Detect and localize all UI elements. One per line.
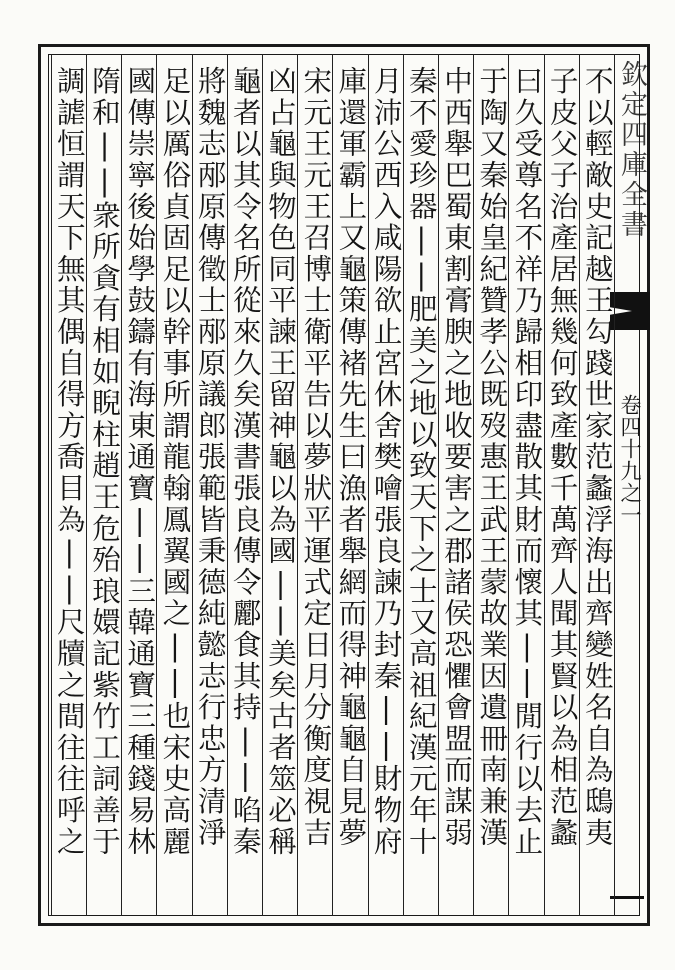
text-column: 龜者以其令名所從來久矣漢書張良傳令酈食其持||啗秦 — [228, 66, 262, 858]
text-column: 庫還軍霸上又龜策傳褚先生曰漁者舉網而得神龜龜自見夢 — [334, 66, 368, 849]
juan-number: 卷四十九之一 — [618, 394, 642, 526]
text-column: 調謔恒謂天下無其偶自得方喬目為||尺牘之間往往呼之 — [52, 66, 86, 858]
column-rule — [368, 54, 369, 916]
text-column: 宋元王元王召博士衛平告以夢狀平運式定日月分衡度視吉 — [299, 66, 333, 849]
column-rule — [438, 54, 439, 916]
column-rule — [156, 54, 157, 916]
column-rule — [473, 54, 474, 916]
text-column: 將魏志邴原傳徵士邴原議郎張範皆秉德純懿志行忠方清淨 — [193, 66, 227, 849]
column-rule — [297, 54, 298, 916]
text-column: 隋和||衆所貪有相如睨柱趙王危殆琅嬛記紫竹工詞善于 — [88, 66, 121, 858]
column-rule — [403, 54, 404, 916]
column-rule — [508, 54, 509, 916]
text-column: 月沛公西入咸陽欲止宮休舍樊噲張良諫乃封秦||財物府 — [369, 66, 403, 858]
text-column: 秦不愛珍器||肥美之地以致天下之士又高祖紀漢元年十 — [404, 66, 438, 858]
column-rule — [51, 54, 52, 916]
column-rule — [121, 54, 122, 916]
text-column: 子皮父子治產居無幾何致產數千萬齊人聞其賢以為相范蠡 — [545, 66, 579, 849]
column-rule — [262, 54, 263, 916]
book-title-margin: 欽定四庫全書 — [616, 60, 647, 240]
column-rule — [579, 54, 580, 916]
column-rule — [192, 54, 193, 916]
column-rule — [544, 54, 545, 916]
column-rule — [614, 54, 615, 916]
text-column: 不以輕敵史記越王勾踐世家范蠡浮海出齊變姓名自為鴟夷 — [580, 66, 614, 849]
text-column: 足以厲俗貞固足以幹事所謂龍翰鳳翼國之||也宋史高麗 — [158, 66, 192, 858]
text-column: 曰久受尊名不祥乃歸相印盡散其財而懷其||閒行以去止 — [510, 66, 544, 858]
column-rule — [86, 54, 87, 916]
text-column: 國傳崇寧後始學鼓鑄有海東通寶||三韓通寶三種錢易林 — [123, 66, 157, 858]
text-column: 于陶又秦始皇紀贊孝公既歿惠王武王蒙故業因遺冊南兼漢 — [475, 66, 509, 849]
column-rule — [332, 54, 333, 916]
column-rule — [227, 54, 228, 916]
text-column: 凶占龜與物色同平諫王留神龜以為國||美矣古者筮必稱 — [264, 66, 297, 858]
text-column: 中西舉巴蜀東割膏腴之地收要害之郡諸侯恐懼會盟而謀弱 — [440, 66, 473, 849]
